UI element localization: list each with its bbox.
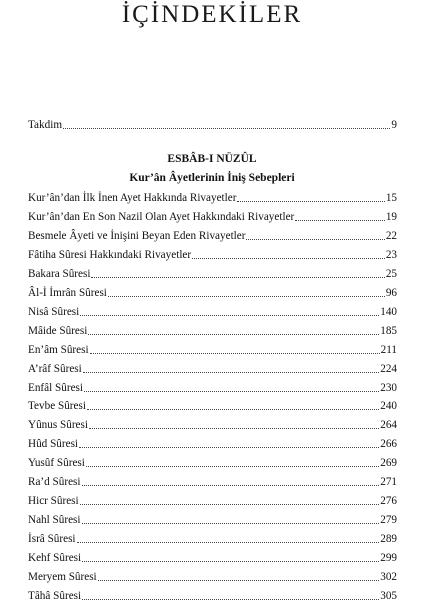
toc-entry[interactable]	[28, 320, 397, 338]
dot-leader	[89, 428, 379, 429]
toc-entry-page: 269	[380, 457, 397, 470]
toc-entry-page: 289	[380, 533, 397, 546]
dot-leader	[237, 201, 384, 202]
toc-entry[interactable]	[28, 547, 397, 565]
toc-entry[interactable]	[28, 187, 397, 205]
toc-entry-label: Bakara Sûresi	[28, 267, 91, 280]
toc-entry-page: 276	[380, 495, 397, 508]
toc-entry-label: Hûd Sûresi	[28, 438, 79, 451]
toc-entry-label: Ra’d Sûresi	[28, 476, 81, 489]
dot-leader	[84, 391, 379, 392]
toc-entry-page: 19	[385, 210, 397, 223]
toc-entry[interactable]	[28, 433, 397, 451]
toc-entry[interactable]	[28, 509, 397, 527]
dot-leader	[98, 580, 380, 581]
dot-leader	[82, 485, 380, 486]
toc-entry[interactable]	[28, 263, 397, 281]
toc-entry-page: 264	[380, 419, 397, 432]
toc-entry-page: 185	[380, 324, 397, 337]
toc-entry[interactable]	[28, 471, 397, 489]
toc-entry[interactable]	[28, 452, 397, 470]
toc-entry-label: Fâtiha Sûresi Hakkındaki Rivayetler	[28, 248, 192, 261]
dot-leader	[91, 277, 384, 278]
dot-leader	[83, 372, 379, 373]
toc-entry-label: Kur’ân’dan En Son Nazil Olan Ayet Hakkındaki Rivayetler	[28, 210, 295, 223]
toc-entry-label: Enfâl Sûresi	[28, 381, 83, 394]
toc-entry-label: Tevbe Sûresi	[28, 400, 86, 413]
toc-entry-page: 25	[385, 267, 397, 280]
section-subheading: Kur’ân Âyetlerinin İniş Sebepleri	[129, 172, 295, 184]
dot-leader	[295, 220, 385, 221]
toc-entry-label: İsrâ Sûresi	[28, 533, 76, 546]
toc-entry[interactable]	[28, 282, 397, 300]
dot-leader	[82, 523, 380, 524]
toc-entry-page: 211	[380, 343, 397, 356]
toc-entry-label: Nahl Sûresi	[28, 514, 81, 527]
toc-entry-label: A’râf Sûresi	[28, 362, 82, 375]
toc-entry-page: 266	[380, 438, 397, 451]
toc-entry[interactable]	[28, 414, 397, 432]
toc-entry-label: Hicr Sûresi	[28, 495, 79, 508]
toc-entry[interactable]	[28, 225, 397, 243]
toc-entry[interactable]	[28, 206, 397, 224]
section-heading: ESBÂB-I NÜZÛL	[167, 153, 257, 165]
dot-leader	[80, 315, 379, 316]
toc-entry-label: Takdim	[28, 119, 63, 131]
dot-leader	[86, 466, 379, 467]
page-title: İÇİNDEKİLER	[121, 1, 303, 28]
toc-entry-page: 96	[385, 286, 397, 299]
toc-entry[interactable]	[28, 244, 397, 262]
toc-entry[interactable]	[28, 339, 397, 357]
toc-entry-label: Âl-İ İmrân Sûresi	[28, 286, 107, 299]
toc-entry[interactable]	[28, 377, 397, 395]
toc-entry-label: Kehf Sûresi	[28, 552, 82, 565]
toc-entry[interactable]	[28, 301, 397, 319]
toc-entry[interactable]	[28, 585, 397, 603]
toc-entry-label: En’âm Sûresi	[28, 343, 89, 356]
toc-entry-page: 15	[385, 192, 397, 204]
toc-entry-label: Kur’ân’dan İlk İnen Ayet Hakkında Rivayetler	[28, 192, 237, 204]
toc-entry-label: Meryem Sûresi	[28, 571, 97, 583]
toc-entry-label: Yûnus Sûresi	[28, 419, 88, 432]
dot-leader	[80, 504, 380, 505]
toc-entry-page: 140	[380, 305, 397, 318]
toc-entry-page: 305	[380, 589, 397, 602]
toc-entry-intro[interactable]	[28, 114, 397, 132]
toc-entry-page: 240	[380, 400, 397, 413]
toc-entry-label: Nisâ Sûresi	[28, 305, 80, 318]
toc-entry-page: 224	[380, 362, 397, 375]
toc-entry-page: 302	[380, 571, 397, 583]
toc-entry-label: Besmele Âyeti ve İnişini Beyan Eden Rivayetler	[28, 229, 246, 242]
toc-entry-page: 22	[385, 229, 397, 242]
dot-leader	[90, 353, 380, 354]
dot-leader	[87, 409, 379, 410]
dot-leader	[246, 239, 384, 240]
toc-entry-label: Tâhâ Sûresi	[28, 589, 82, 602]
toc-entry-page: 279	[380, 514, 397, 527]
dot-leader	[192, 258, 385, 259]
toc-entry-page: 9	[391, 119, 397, 131]
dot-leader	[88, 334, 379, 335]
toc-entry[interactable]	[28, 528, 397, 546]
toc-entry[interactable]	[28, 566, 397, 584]
toc-entry-page: 299	[380, 552, 397, 565]
toc-entry-page: 23	[385, 248, 397, 261]
toc-entry[interactable]	[28, 490, 397, 508]
toc-entry-label: Yusûf Sûresi	[28, 457, 85, 470]
toc-entry-page: 271	[380, 476, 397, 489]
dot-leader	[79, 447, 379, 448]
toc-entry-page: 230	[380, 381, 397, 394]
toc-entry[interactable]	[28, 395, 397, 413]
dot-leader	[63, 128, 390, 129]
toc-entry[interactable]	[28, 358, 397, 376]
toc-entry-label: Mâide Sûresi	[28, 324, 88, 337]
dot-leader	[77, 542, 380, 543]
dot-leader	[82, 561, 379, 562]
dot-leader	[108, 296, 385, 297]
